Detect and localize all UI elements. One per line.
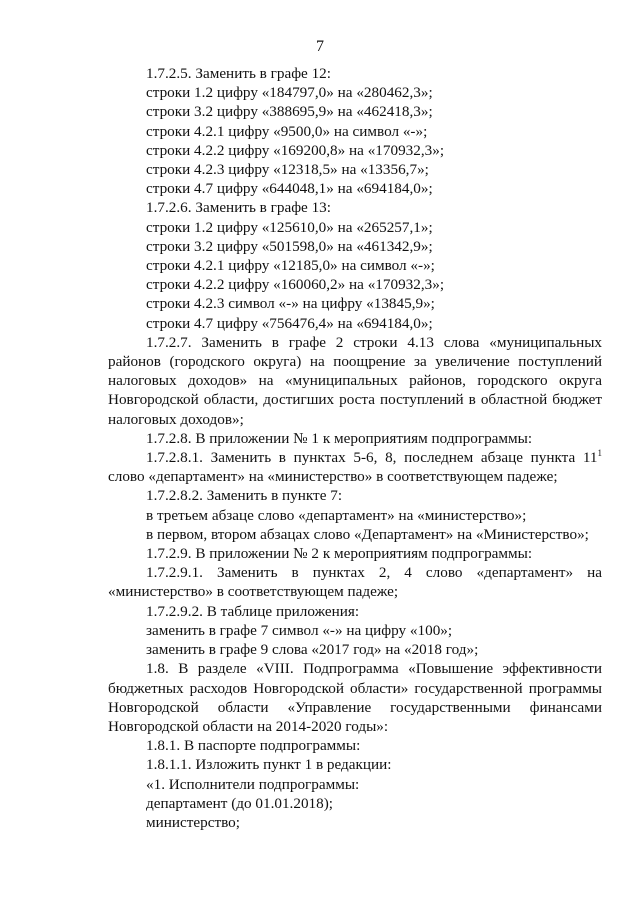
paragraph-1-7-2-7: 1.7.2.7. Заменить в графе 2 строки 4.13 слова «муниципальных районов (городского округа) на поощрение за увеличение поступлений налоговых доходов» на «муниципальных районов, городского округа Новгородской области, достигших роста поступлений в областной бюджет налоговых доходов»; [108,333,602,428]
list-item: строки 3.2 цифру «388695,9» на «462418,3»; [146,103,433,121]
paragraph-1-7-2-9-1: 1.7.2.9.1. Заменить в пунктах 2, 4 слово «департамент» на «министерство» в соответствующем падеже; [108,564,602,601]
paragraph-text: 1.7.2.8.1. Заменить в пунктах 5-6, 8, последнем абзаце пункта 11 [146,449,598,467]
paragraph-1-7-2-6: 1.7.2.6. Заменить в графе 13: [146,199,331,217]
list-item: в первом, втором абзацах слово «Департамент» на «Министерство»; [146,525,589,543]
list-item: строки 4.7 цифру «756476,4» на «694184,0»; [146,314,433,332]
list-item: в третьем абзаце слово «департамент» на «министерство»; [146,506,527,524]
paragraph-1-8: 1.8. В разделе «VIII. Подпрограмма «Повышение эффективности бюджетных расходов Новгородской области» государственной программы Новгородской области «Управление государственными финансами Новгородской области на 2014-2020 годы»: [108,660,602,735]
list-item: строки 4.2.1 цифру «12185,0» на символ «-»; [146,257,435,275]
list-item: заменить в графе 9 слова «2017 год» на «2018 год»; [146,641,479,659]
list-item: строки 3.2 цифру «501598,0» на «461342,9»; [146,237,433,255]
paragraph-1-7-2-8-2: 1.7.2.8.2. Заменить в пункте 7: [146,487,343,505]
paragraph-1-7-2-5: 1.7.2.5. Заменить в графе 12: [146,65,331,82]
paragraph-1-7-2-9: 1.7.2.9. В приложении № 2 к мероприятиям подпрограммы: [146,545,533,563]
footnote-superscript: 1 [597,448,602,459]
document-body [108,64,602,832]
paragraph-1-8-1-1: 1.8.1.1. Изложить пункт 1 в редакции: [146,756,392,774]
list-item: строки 4.2.2 цифру «169200,8» на «170932,3»; [146,141,445,159]
list-item: заменить в графе 7 символ «-» на цифру «100»; [146,621,453,639]
list-item: министерство; [146,813,240,831]
page-number: 7 [316,38,324,55]
list-item: строки 4.2.2 цифру «160060,2» на «170932,3»; [146,276,445,294]
list-item: строки 4.7 цифру «644048,1» на «694184,0»; [146,180,433,198]
paragraph-1-7-2-9-2: 1.7.2.9.2. В таблице приложения: [146,602,360,620]
paragraph-1-8-1: 1.8.1. В паспорте подпрограммы: [146,737,361,755]
paragraph-1-7-2-8-1 [108,448,602,486]
list-item: строки 1.2 цифру «184797,0» на «280462,3»; [146,84,433,102]
paragraph-text: слово «департамент» на «министерство» в соответствующем падеже; [108,468,558,486]
paragraph-1-7-2-8: 1.7.2.8. В приложении № 1 к мероприятиям подпрограммы: [146,429,533,447]
list-item: строки 1.2 цифру «125610,0» на «265257,1»; [146,218,433,236]
list-item: строки 4.2.1 цифру «9500,0» на символ «-»; [146,122,428,140]
list-item: «1. Исполнители подпрограммы: [146,775,360,793]
list-item: департамент (до 01.01.2018); [146,794,334,812]
list-item: строки 4.2.3 символ «-» на цифру «13845,9»; [146,295,435,313]
list-item: строки 4.2.3 цифру «12318,5» на «13356,7»; [146,161,429,179]
